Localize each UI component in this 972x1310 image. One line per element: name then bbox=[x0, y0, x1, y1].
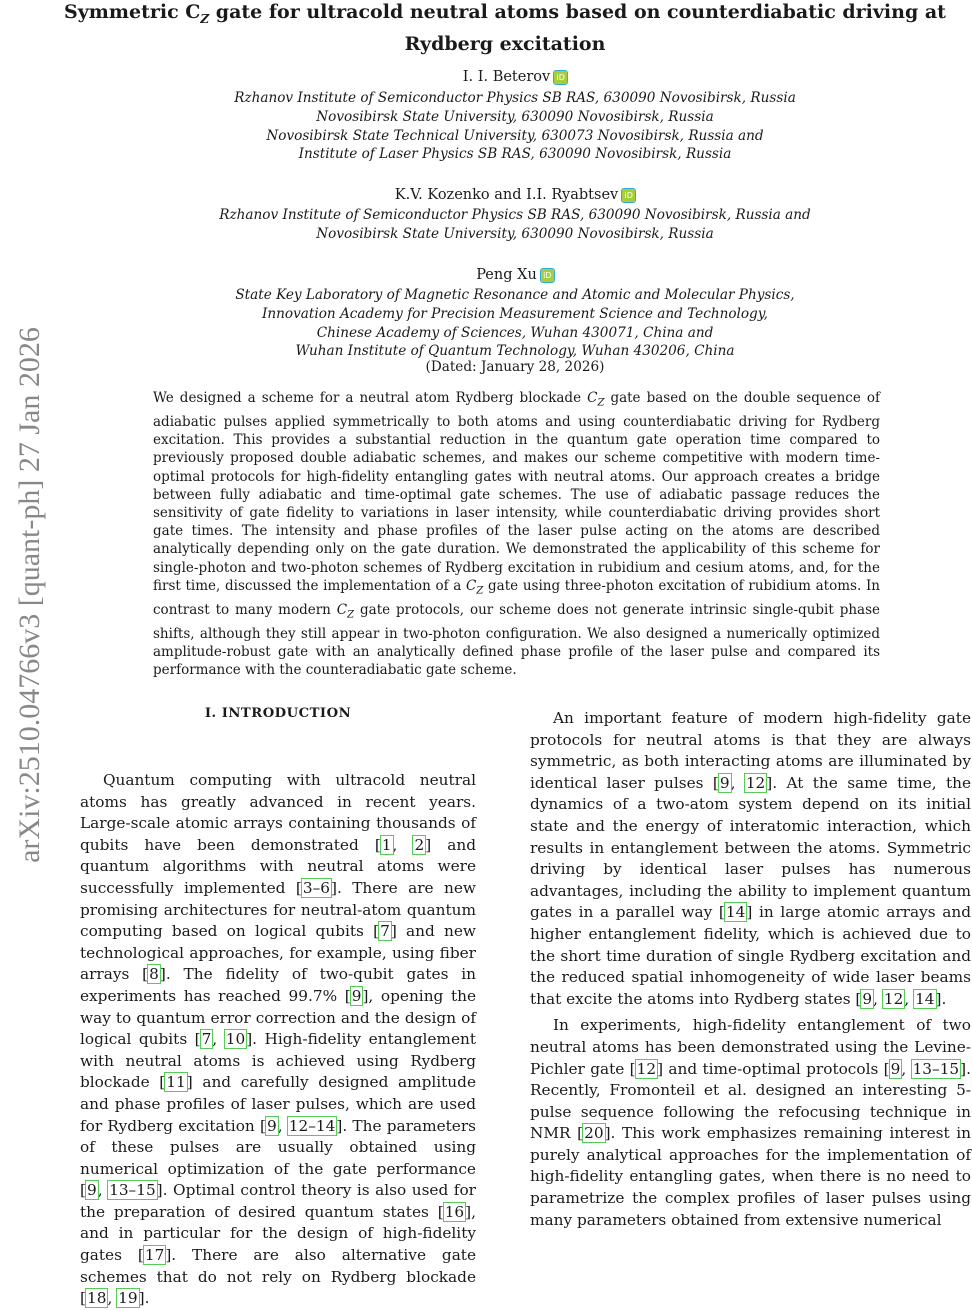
citation-link[interactable]: 1 bbox=[381, 835, 392, 854]
author-kozenko-ryabtsev: K.V. Kozenko and I.I. Ryabtsev iD bbox=[80, 186, 950, 204]
citation-link[interactable]: 9 bbox=[351, 986, 362, 1005]
section-heading-introduction: I. INTRODUCTION bbox=[204, 706, 352, 721]
orcid-icon[interactable]: iD bbox=[554, 71, 567, 84]
citation-link[interactable]: 10 bbox=[225, 1030, 246, 1049]
citation-link[interactable]: 11 bbox=[166, 1073, 186, 1092]
author-xu: Peng Xu iD bbox=[80, 266, 950, 284]
citation-link[interactable]: 14 bbox=[915, 989, 935, 1008]
citation-link[interactable]: 7 bbox=[380, 922, 390, 941]
citation-link[interactable]: 12 bbox=[883, 989, 904, 1008]
citation-link[interactable]: 9 bbox=[719, 773, 730, 792]
citation-link[interactable]: 17 bbox=[144, 1246, 165, 1265]
citation-link[interactable]: 12 bbox=[745, 773, 766, 792]
citation-link[interactable]: 16 bbox=[444, 1202, 465, 1221]
citation-link[interactable]: 9 bbox=[862, 989, 873, 1008]
dated-line: (Dated: January 28, 2026) bbox=[425, 359, 605, 375]
citation-link[interactable]: 18 bbox=[86, 1289, 107, 1308]
citation-link[interactable]: 9 bbox=[266, 1116, 277, 1135]
arxiv-identifier: arXiv:2510.04766v3 [quant-ph] 27 Jan 2026 bbox=[13, 327, 46, 863]
citation-link[interactable]: 9 bbox=[890, 1059, 901, 1078]
affiliation-block-2: Rzhanov Institute of Semiconductor Physics SB RAS, 630090 Novosibirsk, Russia and Novosibirsk State University, 630090 Novosibirsk, Russia bbox=[219, 207, 811, 242]
intro-paragraph-2: An important feature of modern high-fidelity gate protocols for neutral atoms is that they are always symmetric, as both interacting atoms are illuminated by identical laser pulses [9, 12]. At the same time, the dynamics of a two-atom system depend on its initial state and the energy of interatomic interaction, which results in entanglement between the atoms. Symmetric driving by identical laser pulses has numerous advantages, including the ability to implement quantum gates in a parallel way [14] in large atomic arrays and higher entanglement fidelity, which is achieved due to the short time duration of single Rydberg excitation and the reduced spatial inhomogeneity of wide laser beams that excite the atoms into Rydberg states [9, 12, 14]. bbox=[530, 709, 972, 1008]
paper-title: Symmetric $C_Z$ gate for ultracold neutral atoms based on counterdiabatic driving at Rydberg excitation bbox=[64, 1, 946, 55]
citation-link[interactable]: 20 bbox=[584, 1124, 604, 1143]
author-beterov: I. I. Beterov iD bbox=[80, 68, 950, 86]
citation-link[interactable]: 2 bbox=[414, 835, 425, 854]
citation-link[interactable]: 19 bbox=[118, 1289, 138, 1308]
right-column bbox=[530, 708, 971, 1231]
affiliation-block-3: State Key Laboratory of Magnetic Resonance and Atomic and Molecular Physics, Innovation Academy for Precision Measurement Science and Technology, Chinese Academy of Sciences, Wuhan 430071, China and Wuhan Institute of Quantum Technology, Wuhan 430206, China bbox=[235, 287, 795, 360]
citation-link[interactable]: 7 bbox=[201, 1030, 212, 1049]
citation-link[interactable]: 13–15 bbox=[912, 1059, 960, 1078]
left-column bbox=[80, 770, 476, 1310]
citation-link[interactable]: 12–14 bbox=[288, 1116, 336, 1135]
citation-link[interactable]: 8 bbox=[149, 965, 159, 984]
orcid-icon[interactable]: iD bbox=[541, 269, 554, 282]
intro-paragraph-3: In experiments, high-fidelity entanglement of two neutral atoms has been demonstrated using the Levine-Pichler gate [12] and time-optimal protocols [9, 13–15]. Recently, Fromonteil et al. designed an interesting 5-pulse sequence following the refocusing technique in NMR [20]. This work emphasizes remaining interest in purely analytical approaches for the implementation of high-fidelity entangling gates, when there is no need to parametrize the complex profiles of laser pulses using many parameters obtained from extensive numerical bbox=[530, 1016, 971, 1229]
citation-link[interactable]: 12 bbox=[636, 1059, 657, 1078]
orcid-icon[interactable]: iD bbox=[622, 189, 635, 202]
abstract: We designed a scheme for a neutral atom Rydberg blockade $C_Z$ gate based on the double sequence of adiabatic pulses applied symmetrically to both atoms and using counterdiabatic driving for Rydberg excitation. This provides a substantial reduction in the quantum gate operation time compared to previously proposed double adiabatic schemes, and makes our scheme competitive with modern time-optimal protocols for high-fidelity entangling gates with neutral atoms. Our approach creates a bridge between fully adiabatic and time-optimal gate schemes. The use of adiabatic passage reduces the sensitivity of gate fidelity to variations in laser intensity, while counterdiabatic driving provides short gate times. The intensity and phase profiles of the laser pulse acting on the atoms are described analytically depending only on the gate duration. We demonstrated the applicability of this scheme for single-photon and two-photon schemes of Rydberg excitation in rubidium and cesium atoms, and, for the first time, discussed the implementation of a $C_Z$ gate using three-photon excitation of rubidium atoms. In contrast to many modern $C_Z$ gate protocols, our scheme does not generate intrinsic single-qubit phase shifts, although they still appear in two-photon configuration. We also designed a numerically optimized amplitude-robust gate with an analytically defined phase profile of the laser pulse and compared its performance with the counteradiabatic gate scheme. bbox=[153, 390, 881, 678]
citation-link[interactable]: 3–6 bbox=[302, 878, 330, 897]
affiliation-block-1: Rzhanov Institute of Semiconductor Physics SB RAS, 630090 Novosibirsk, Russia Novosibirsk State University, 630090 Novosibirsk, Russia Novosibirsk State Technical University, 630073 Novosibirsk, Russia and Institute of Laser Physics SB RAS, 630090 Novosibirsk, Russia bbox=[234, 90, 796, 163]
citation-link[interactable]: 9 bbox=[86, 1181, 97, 1200]
citation-link[interactable]: 14 bbox=[725, 903, 746, 922]
citation-link[interactable]: 13–15 bbox=[109, 1181, 156, 1200]
intro-paragraph-1: Quantum computing with ultracold neutral atoms has greatly advanced in recent years. Large-scale atomic arrays containing thousands of qubits have been demonstrated [1, 2] and quantum algorithms with neutral atoms were successfully implemented [3–6]. There are new promising architectures for neutral-atom quantum computing based on logical qubits [7] and new technological approaches, for example, using fiber arrays [8]. The fidelity of two-qubit gates in experiments has reached 99.7% [9], opening the way to quantum error correction and the design of logical qubits [7, 10]. High-fidelity entanglement with neutral atoms is achieved using Rydberg blockade [11] and carefully designed amplitude and phase profiles of laser pulses, which are used for Rydberg excitation [9, 12–14]. The parameters of these pulses are usually obtained using numerical optimization of the gate performance [9, 13–15]. Optimal control theory is also used for the preparation of desired quantum states [16], and in particular for the design of high-fidelity gates [17]. There are also alternative gate schemes that do not rely on Rydberg blockade [18, 19]. bbox=[80, 771, 477, 1308]
